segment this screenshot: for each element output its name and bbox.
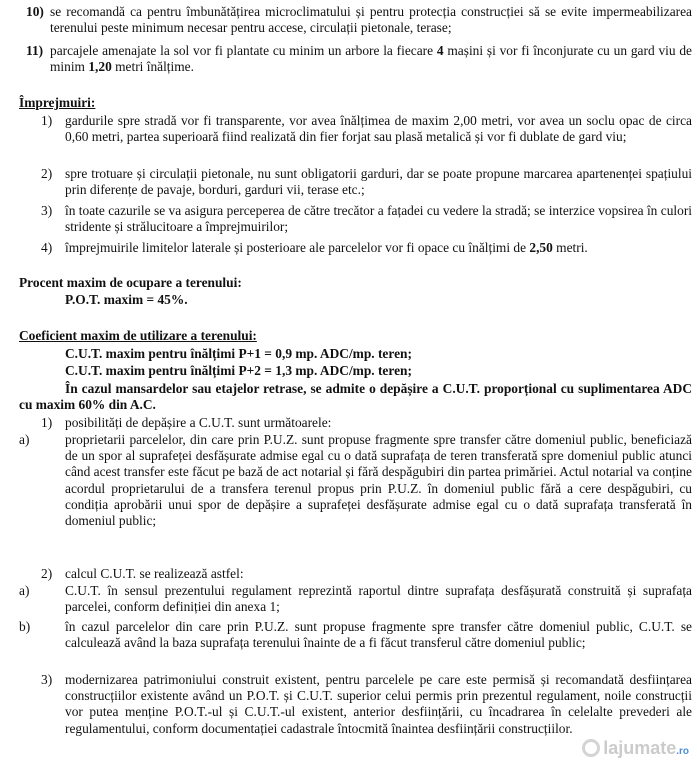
item-number: 3) xyxy=(41,203,53,218)
item-number: 1) xyxy=(41,113,53,128)
item-number: 2) xyxy=(41,566,53,581)
item-text: spre trotuare și circulații pietonale, nu sunt obligatorii garduri, dar se poate propune marcarea apartenenței spațiului prin diferențe de pavaje, borduri, garduri vii, terase etc.; xyxy=(65,166,692,198)
item-letter: b) xyxy=(19,619,31,634)
item-text: împrejmuirile limitelor laterale și posterioare ale parcelelor vor fi opace cu înălțimi de 2,50 metri. xyxy=(65,240,588,255)
item-text: parcajele amenajate la sol vor fi plantate cu minim un arbore la fiecare 4 mașini și vor fi înconjurate cu un gard viu de minim 1,20 metri înălțime. xyxy=(50,43,692,75)
item-number: 3) xyxy=(41,672,53,687)
item-number: 10) xyxy=(26,4,44,19)
pot-value: P.O.T. maxim = 45%. xyxy=(65,292,188,307)
item-number: 2) xyxy=(41,166,53,181)
section-heading-cut: Coeficient maxim de utilizare a terenului: xyxy=(19,328,257,343)
item-text: calcul C.U.T. se realizează astfel: xyxy=(65,566,244,581)
watermark-icon xyxy=(582,739,600,757)
cut-line: C.U.T. maxim pentru înălțimi P+1 = 0,9 mp. ADC/mp. teren; xyxy=(65,346,412,361)
item-text: posibilități de depășire a C.U.T. sunt următoarele: xyxy=(65,415,332,430)
item-number: 1) xyxy=(41,415,53,430)
cut-line: C.U.T. maxim pentru înălțimi P+2 = 1,3 mp. ADC/mp. teren; xyxy=(65,363,412,378)
watermark-logo: lajumate.ro xyxy=(582,739,689,760)
item-letter: a) xyxy=(19,583,30,598)
cut-note: În cazul mansardelor sau etajelor retrase, se admite o depășire a C.U.T. proporțional cu suplimentarea ADC cu maxim 60% din A.C. xyxy=(19,381,692,413)
item-number: 11) xyxy=(26,43,44,58)
item-text: în toate cazurile se va asigura perceperea de către trecător a fațadei cu vedere la stradă; se interzice vopsirea în culori stridente și strălucitoare a împrejmuirilor; xyxy=(65,203,692,235)
item-letter: a) xyxy=(19,432,30,447)
item-text: în cazul parcelelor din care prin P.U.Z. sunt propuse fragmente spre transfer către domeniul public, C.U.T. se calculează având la baza suprafața terenului înainte de a fi făcut transferul către domeniul public; xyxy=(65,619,692,651)
section-heading-imprejmuiri: Împrejmuiri: xyxy=(19,95,96,110)
item-text: se recomandă ca pentru îmbunătățirea microclimatului și pentru protecția construcției să se evite impermeabilizarea terenului peste minimum necesar pentru accese, circulații pietonale, terase; xyxy=(50,4,692,36)
item-text: modernizarea patrimoniului construit existent, pentru parcelele pe care este permisă și recomandată desființarea construcțiilor existente având un P.O.T. și C.U.T. superior celui permis prin prezentul regulament, noile construcții vor putea menține P.O.T.-ul și C.U.T.-ul existent, anterior desființării, cu încadrarea în celelalte prevederi ale regulamentului, conform documentației cadastrale întocmită înaintea desființării construcțiilor. xyxy=(65,672,692,736)
section-heading-pot: Procent maxim de ocupare a terenului: xyxy=(19,275,242,290)
item-text: proprietarii parcelelor, din care prin P.U.Z. sunt propuse fragmente spre transfer către domeniul public, beneficiază de un spor al suprafeței desfășurate admise egal cu o dată suprafața de teren transferată spre domeniul public atunci când acest transfer este făcut pe bază de act notarial și fără despăgubiri din partea primăriei. Actul notarial va conține acordul proprietarului de a transfera terenul propus prin P.U.Z. în domeniul public fără a cere despăgubiri, cu condiția aprobării unui spor de depășire a suprafeței desfășurate admise egal cu o dată suprafața transferată în domeniul public; xyxy=(65,432,692,529)
item-number: 4) xyxy=(41,240,53,255)
item-text: gardurile spre stradă vor fi transparente, vor avea înălțimea de maxim 2,00 metri, vor avea un soclu opac de circa 0,60 metri, partea superioară fiind realizată din fier forjat sau plasă metalică și vor fi dublate de gard viu; xyxy=(65,113,692,145)
item-text: C.U.T. în sensul prezentului regulament reprezintă raportul dintre suprafața desfășurată construită și suprafața parcelei, conform definiției din anexa 1; xyxy=(65,583,692,615)
